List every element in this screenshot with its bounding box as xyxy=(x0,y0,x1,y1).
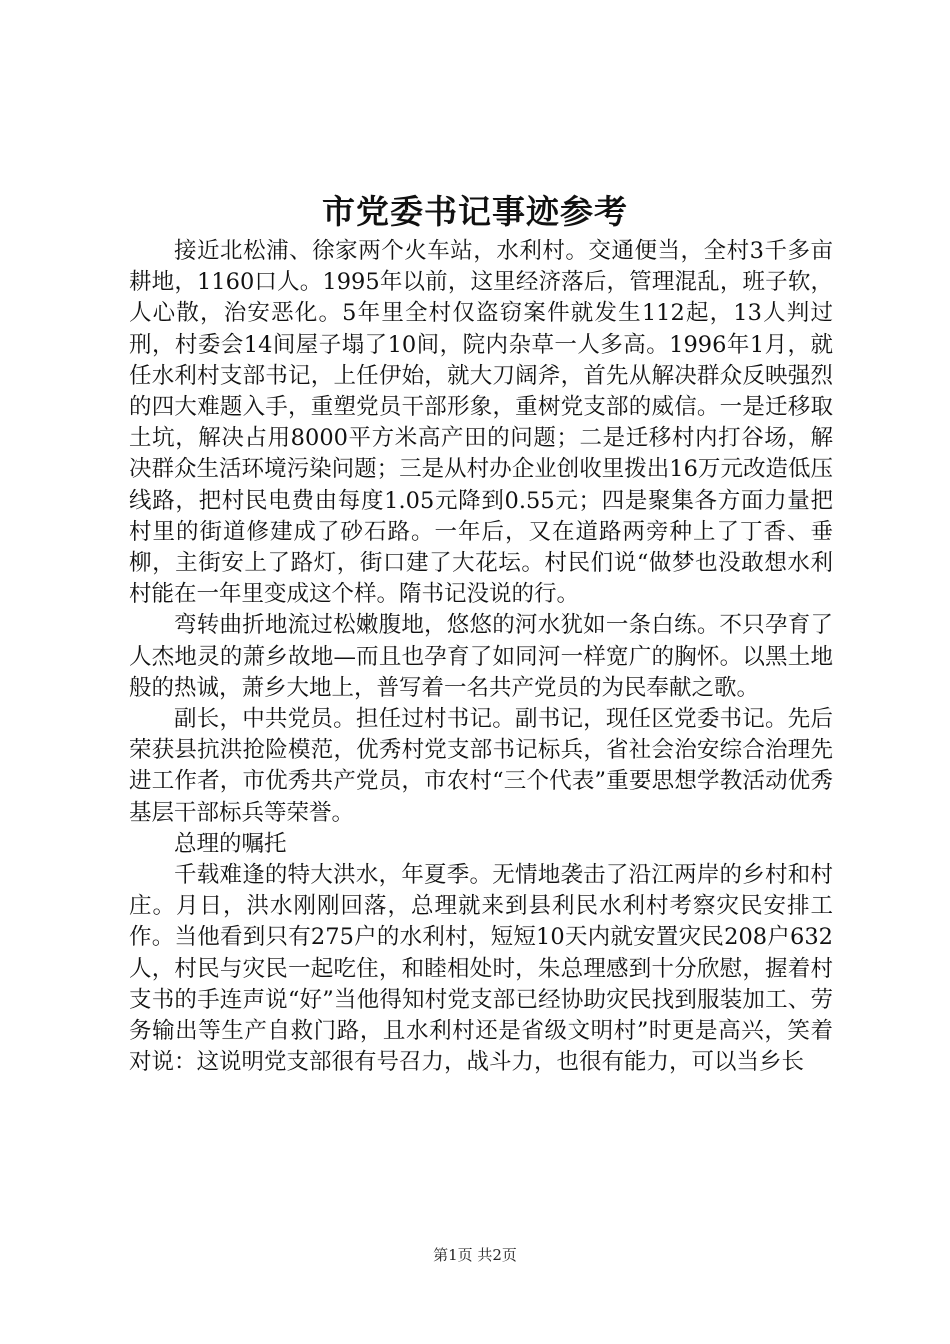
body-paragraph: 接近北松浦、徐家两个火车站，水利村。交通便当，全村3千多亩耕地，1160口人。1995年以前，这里经济落后，管理混乱，班子软，人心散，治安恶化。5年里全村仅盗窃案件就发生112起，13人判过刑，村委会14间屋子塌了10间，院内杂草一人多高。1996年1月，就任水利村支部书记，上任伊始，就大刀阔斧，首先从解决群众反映强烈的四大难题入手，重塑党员干部形象，重树党支部的威信。一是迁移取土坑，解决占用8000平方米高产田的问题；二是迁移村内打谷场，解决群众生活环境污染问题；三是从村办企业创收里拨出16万元改造低压线路，把村民电费由每度1.05元降到0.55元；四是聚集各方面力量把村里的街道修建成了砂石路。一年后，又在道路两旁种上了丁香、垂柳，主街安上了路灯，街口建了大花坛。村民们说“做梦也没敢想水利村能在一年里变成这个样。隋书记没说的行。 xyxy=(129,238,833,608)
body-paragraph: 千载难逢的特大洪水，年夏季。无情地袭击了沿江两岸的乡村和村庄。月日，洪水刚刚回落，总理就来到县利民水利村考察灾民安排工作。当他看到只有275户的水利村，短短10天内就安置灾民208户632人，村民与灾民一起吃住，和睦相处时，朱总理感到十分欣慰，握着村支书的手连声说“好”当他得知村党支部已经协助灾民找到服装加工、劳务输出等生产自救门路，且水利村还是省级文明村”时更是高兴，笑着对说：这说明党支部很有号召力，战斗力，也很有能力，可以当乡长 xyxy=(129,862,833,1076)
body-paragraph: 副长，中共党员。担任过村书记。副书记，现任区党委书记。先后荣获县抗洪抢险模范，优秀村党支部书记标兵，省社会治安综合治理先进工作者，市优秀共产党员，市农村“三个代表”重要思想学教活动优秀基层干部标兵等荣誉。 xyxy=(129,706,833,826)
section-heading: 总理的嘱托 xyxy=(174,830,287,857)
document-body xyxy=(129,236,833,1078)
body-paragraph: 弯转曲折地流过松嫩腹地，悠悠的河水犹如一条白练。不只孕育了人杰地灵的萧乡故地—而且也孕育了如同河一样宽广的胸怀。以黑土地般的热诚，萧乡大地上，普写着一名共产党员的为民奉献之歌。 xyxy=(129,612,833,701)
page-number-footer: 第1页 共2页 xyxy=(433,1246,517,1264)
page-title: 市党委书记事迹参考 xyxy=(322,192,628,231)
